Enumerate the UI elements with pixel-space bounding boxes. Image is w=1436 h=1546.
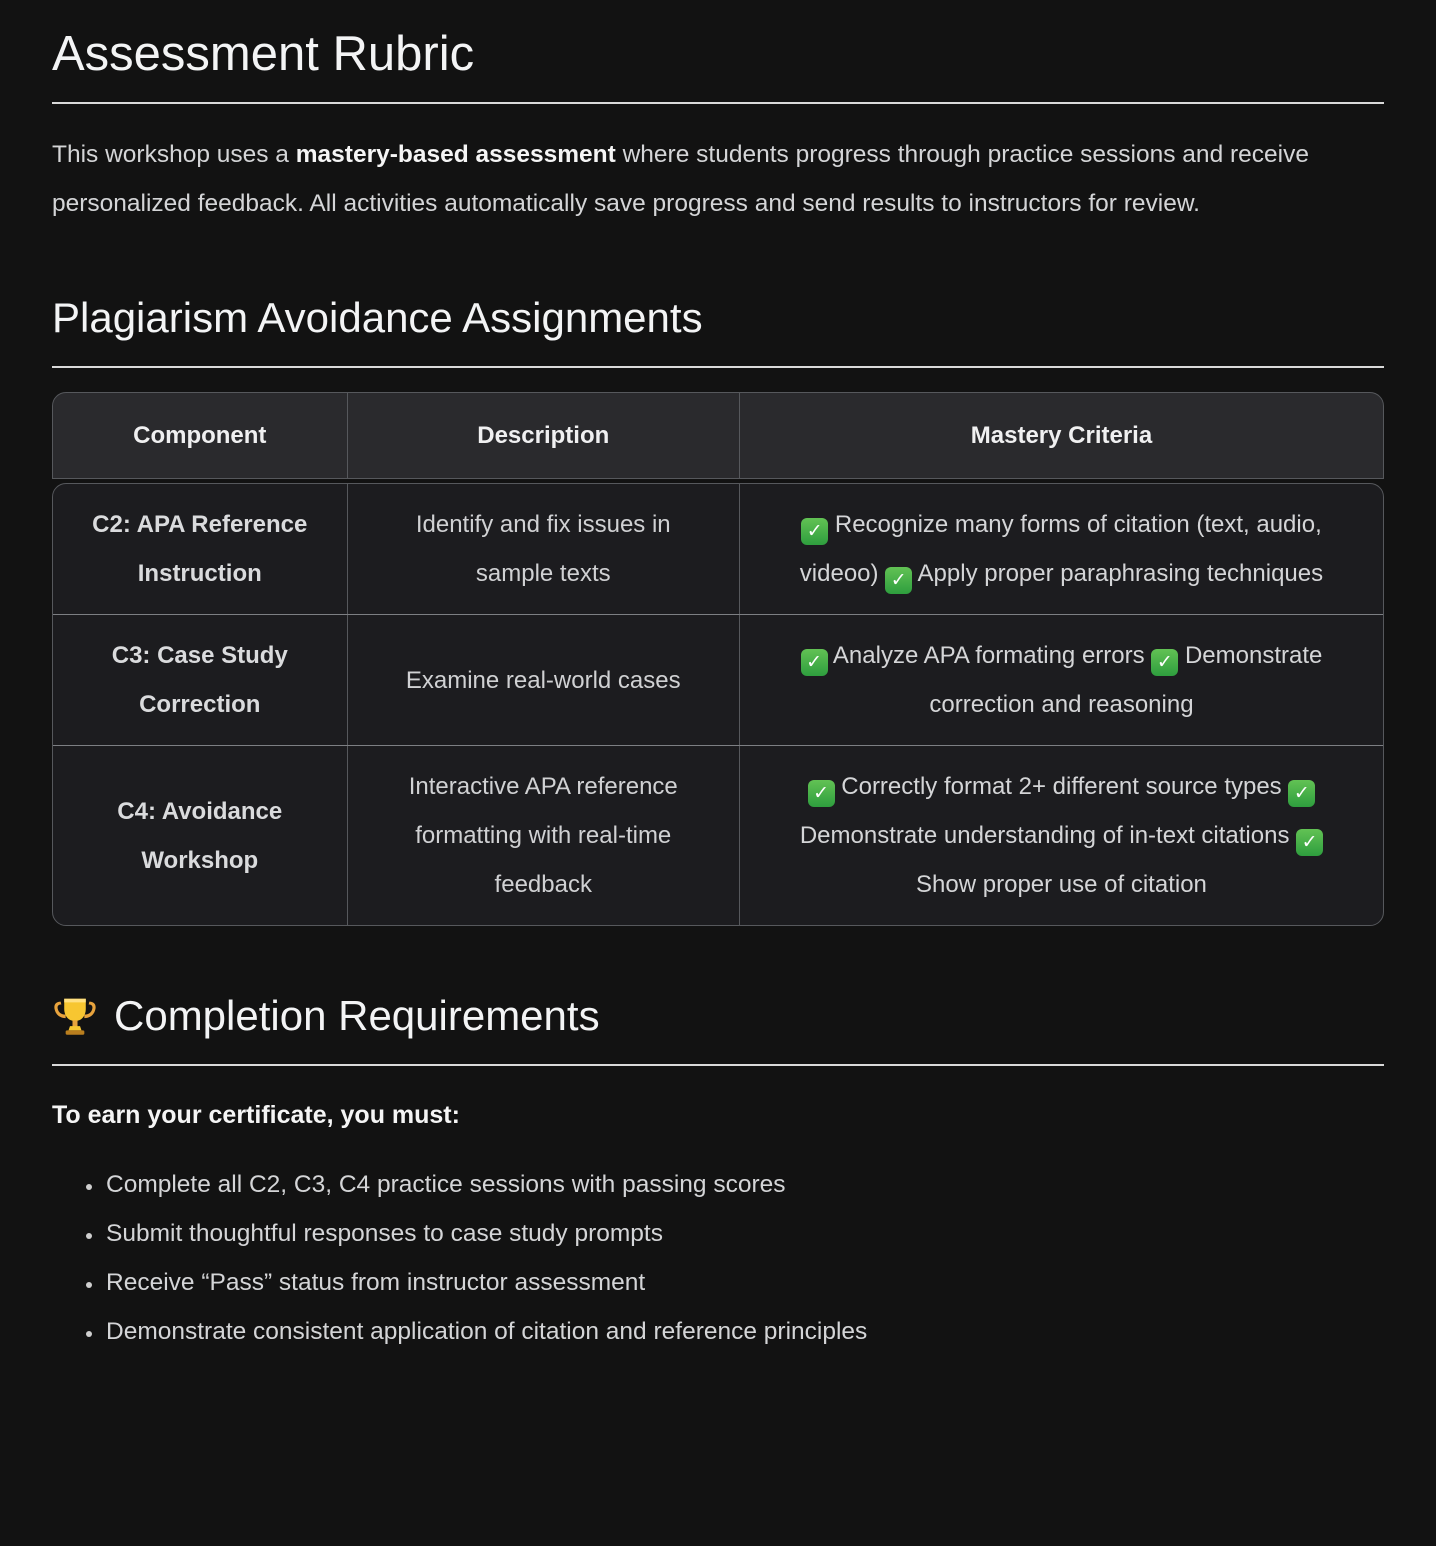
assignments-divider: [52, 366, 1384, 368]
requirement-item: • Receive “Pass” status from instructor assessment: [104, 1258, 1384, 1307]
intro-text-pre: This workshop uses a: [52, 141, 296, 168]
component-cell: C2: APA Reference Instruction: [92, 511, 308, 587]
assignments-table-body: [52, 483, 1384, 926]
table-row: [53, 745, 1383, 925]
trophy-icon: [52, 993, 98, 1039]
check-icon: ✓: [1288, 780, 1315, 807]
check-icon: ✓: [808, 780, 835, 807]
column-header-description: Description: [347, 393, 739, 478]
check-icon: ✓: [801, 518, 828, 545]
intro-text-post: where students progress through practice sessions and receive personalized feedback. All activities automatically save progress and send results to instructors for review.: [52, 141, 1309, 217]
requirements-intro: To earn your certificate, you must:: [52, 1101, 460, 1129]
description-cell: Examine real-world cases: [347, 615, 739, 745]
component-cell: C3: Case Study Correction: [111, 642, 288, 718]
intro-paragraph: [52, 130, 1384, 228]
assignments-table-header: [52, 392, 1384, 479]
requirement-item: • Submit thoughtful responses to case study prompts: [104, 1209, 1384, 1258]
title-divider: [52, 102, 1384, 104]
column-header-mastery-criteria: Mastery Criteria: [739, 393, 1383, 478]
completion-heading-label: Completion Requirements: [114, 992, 600, 1039]
check-icon: ✓: [885, 567, 912, 594]
assignments-heading: [52, 292, 1384, 344]
check-icon: ✓: [801, 649, 828, 676]
mastery-criteria-cell: ✓ Correctly format 2+ different source types ✓ Demonstrate understanding of in-text citations ✓ Show proper use of citation: [739, 746, 1383, 925]
completion-heading: [52, 990, 1384, 1042]
assignments-heading-label: Plagiarism Avoidance Assignments: [52, 294, 703, 341]
check-icon: ✓: [1296, 829, 1323, 856]
mastery-criteria-cell: ✓ Analyze APA formating errors ✓ Demonstrate correction and reasoning: [739, 615, 1383, 745]
requirement-item: • Complete all C2, C3, C4 practice sessions with passing scores: [104, 1160, 1384, 1209]
component-cell: C4: Avoidance Workshop: [117, 797, 283, 874]
table-row: [53, 614, 1383, 745]
description-cell: Identify and fix issues in sample texts: [347, 484, 739, 614]
mastery-criteria-cell: ✓ Recognize many forms of citation (text, audio, videoo) ✓ Apply proper paraphrasing techniques: [739, 484, 1383, 614]
assignments-table: [52, 392, 1384, 926]
intro-text-bold: mastery-based assessment: [295, 141, 616, 168]
table-row: [53, 484, 1383, 614]
column-header-component: Component: [133, 422, 267, 449]
check-icon: ✓: [1151, 649, 1178, 676]
page-title: Assessment Rubric: [52, 27, 475, 81]
requirement-item: • Demonstrate consistent application of citation and reference principles: [104, 1307, 1384, 1356]
description-cell: Interactive APA reference formatting with real-time feedback: [347, 746, 739, 925]
requirements-list: [52, 1160, 1384, 1356]
completion-divider: [52, 1064, 1384, 1066]
